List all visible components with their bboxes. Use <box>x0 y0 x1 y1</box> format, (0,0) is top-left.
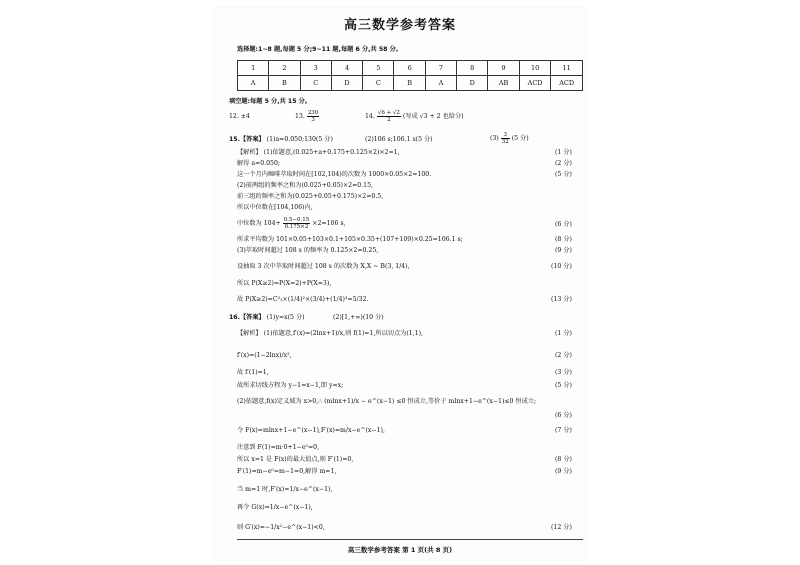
score-marker: (8 分) <box>555 236 572 243</box>
q15-answer-part1: (1)a=0.050;130(5 分) <box>266 136 333 143</box>
footer-divider <box>237 539 583 540</box>
q13-numerator: 230 <box>307 110 319 116</box>
score-marker: (1 分) <box>555 149 572 156</box>
score-marker: (9 分) <box>555 468 572 475</box>
q13-number: 13. <box>295 113 305 120</box>
table-cell: 9 <box>488 61 519 76</box>
q15-solution-line: 前三组的频率之和为(0.025+0.05+0.175)×2=0.5, <box>237 193 384 200</box>
table-cell: ACD <box>519 76 551 91</box>
answer-table-header-row <box>238 61 583 76</box>
score-marker: (1 分) <box>555 330 572 337</box>
score-marker: (13 分) <box>551 296 572 303</box>
table-cell: 10 <box>519 61 551 76</box>
score-marker: (2 分) <box>555 352 572 359</box>
q15-solution-line: 所以中位数在[104,106)内, <box>237 204 313 211</box>
q16-solution-line: (2)依题意,f(x)定义域为 x>0,∴ (mlnx+1)/x − e^(x−1) ≤0 恒成立,等价于 mlnx+1−e^(x−1)≤0 恒成立; <box>237 398 537 405</box>
answer-table-answer-row <box>238 76 583 91</box>
q15-solution-line: 【解析】 (1)依题意,(0.025+a+0.175+0.125×2)×2=1, <box>237 149 400 156</box>
table-cell: D <box>457 76 488 91</box>
table-cell: 2 <box>269 61 300 76</box>
table-cell: 8 <box>457 61 488 76</box>
answer-sheet-page <box>215 8 585 560</box>
q15-answer-label: 15.【答案】 <box>229 136 265 143</box>
table-cell: 5 <box>363 61 394 76</box>
page-footer: 高三数学参考答案 第 1 页(共 8 页) <box>347 546 453 554</box>
score-marker: (5 分) <box>555 382 572 389</box>
score-marker: (6 分) <box>555 221 572 228</box>
q16-solution-line: 故所求切线方程为 y−1=x−1,即 y=x; <box>237 382 344 389</box>
q16-solution-line: 【解析】 (1)依题意,f′(x)=(2lnx+1)/x,则 f(1)=1,所以切点为(1,1), <box>237 330 423 337</box>
fill-in-intro: 填空题:每题 5 分,共 15 分。 <box>229 98 312 105</box>
q16-answer-part1: (1)y=x(5 分) <box>266 314 305 321</box>
table-cell: C <box>363 76 394 91</box>
answer-q12: 12. ±4 <box>229 113 250 120</box>
q16-solution-line: 再令 G(x)=1/x−e^(x−1), <box>237 504 313 511</box>
q15-answer-line <box>229 136 333 144</box>
table-cell: 11 <box>551 61 583 76</box>
q14-denominator: 2 <box>387 117 391 123</box>
q16-solution-line: f′(x)=(1−2lnx)/x², <box>237 352 292 359</box>
q16-answer-line <box>229 314 305 322</box>
q15-median-suffix: ×2=106 s, <box>312 220 346 227</box>
q16-solution-line: F′(1)=m−e⁰=m−1=0,解得 m=1, <box>237 468 337 475</box>
score-marker: (6 分) <box>555 412 572 419</box>
table-cell: C <box>300 76 331 91</box>
q15-solution-line: 所求平均数为 101×0.05+103×0.1+105×0.35+(107+109)×0.25=106.1 s; <box>237 236 463 243</box>
page-title: 高三数学参考答案 <box>343 18 456 33</box>
q16-solution-line: 当 m=1 时,F′(x)=1/x−e^(x−1), <box>237 486 333 493</box>
score-marker: (5 分) <box>555 171 572 178</box>
score-marker: (3 分) <box>555 369 572 376</box>
table-cell: D <box>331 76 362 91</box>
q14-numerator: √6 + √2 <box>377 110 400 116</box>
q15-median-prefix: 中位数为 104+ <box>237 220 281 227</box>
table-cell: B <box>269 76 300 91</box>
q15-answer-part3-prefix: (3) <box>490 135 499 142</box>
table-cell: A <box>425 76 456 91</box>
q15-solution-line: 解得 a=0.050; <box>237 160 281 167</box>
table-cell: A <box>238 76 269 91</box>
q15-solution-line: 所以 P(X≥2)=P(X=2)+P(X=3), <box>237 280 332 287</box>
q15-answer-part2: (2)106 s;106.1 s(5 分) <box>365 136 433 143</box>
q15-median-denominator: 0.175×2 <box>284 224 309 230</box>
q16-answer-part2: (2)[1,+∞)(10 分) <box>333 314 384 321</box>
q15-solution-line: (2)前两组的频率之和为(0.025+0.05)×2=0.15, <box>237 182 374 189</box>
table-cell: 3 <box>300 61 331 76</box>
score-marker: (9 分) <box>555 247 572 254</box>
q15-answer-part3 <box>490 132 529 145</box>
table-cell: 1 <box>238 61 269 76</box>
q16-solution-line: 令 F(x)=mlnx+1−e^(x−1),F′(x)=m/x−e^(x−1), <box>237 427 385 434</box>
q15-solution-line: 故 P(X≥2)=C²₃×(1/4)²×(3/4)+(1/4)³=5/32. <box>237 296 369 303</box>
q15-solution-line: 这一个月内咖啡萃取时间在[102,104)的次数为 1000×0.05×2=100. <box>237 171 432 178</box>
q15-answer-part3-fraction <box>501 132 510 145</box>
table-cell: 4 <box>331 61 362 76</box>
q16-solution-line: 注意到 F(1)=m·0+1−e⁰=0, <box>237 444 320 451</box>
score-marker: (8 分) <box>555 456 572 463</box>
q15-answer-part3-score: (5 分) <box>511 135 529 142</box>
table-cell: 6 <box>394 61 425 76</box>
score-marker: (2 分) <box>555 160 572 167</box>
q14-number: 14. <box>365 113 375 120</box>
q15-answer-part3-denominator: 32 <box>501 139 509 145</box>
answer-table <box>237 60 583 91</box>
q15-median-fraction <box>283 217 311 230</box>
q13-fraction <box>307 110 320 123</box>
score-marker: (7 分) <box>555 427 572 434</box>
q16-solution-line: 故 f′(1)=1, <box>237 369 269 376</box>
q16-answer-label: 16.【答案】 <box>229 314 265 321</box>
q14-note: (写成 √3 + 2 也给分) <box>402 113 464 120</box>
answer-q13 <box>295 110 319 123</box>
table-cell: 7 <box>425 61 456 76</box>
answer-q14 <box>365 110 464 123</box>
q16-solution-line: 所以 x=1 是 F(x)的最大值点,则 F′(1)=0, <box>237 456 354 463</box>
q15-median-numerator: 0.5−0.15 <box>283 217 310 223</box>
q13-denominator: 3 <box>311 117 315 123</box>
multiple-choice-intro: 选择题:1~8 题,每题 5 分;9~11 题,每题 6 分,共 58 分。 <box>237 46 402 53</box>
q16-solution-line: 则 G′(x)=−1/x²−e^(x−1)<0, <box>237 524 325 531</box>
score-marker: (10 分) <box>551 263 572 270</box>
q15-median-line <box>237 217 346 230</box>
score-marker: (12 分) <box>551 524 572 531</box>
q14-fraction <box>377 110 401 123</box>
table-cell: AB <box>488 76 519 91</box>
q15-solution-line: 设抽取 3 次中萃取时间超过 108 s 的次数为 X,X ~ B(3, 1/4), <box>237 263 410 270</box>
q15-answer-part3-numerator: 3 <box>501 132 510 139</box>
table-cell: B <box>394 76 425 91</box>
q15-solution-line: (3)萃取时间超过 108 s 的频率为 0.125×2=0.25, <box>237 247 379 254</box>
table-cell: ACD <box>551 76 583 91</box>
